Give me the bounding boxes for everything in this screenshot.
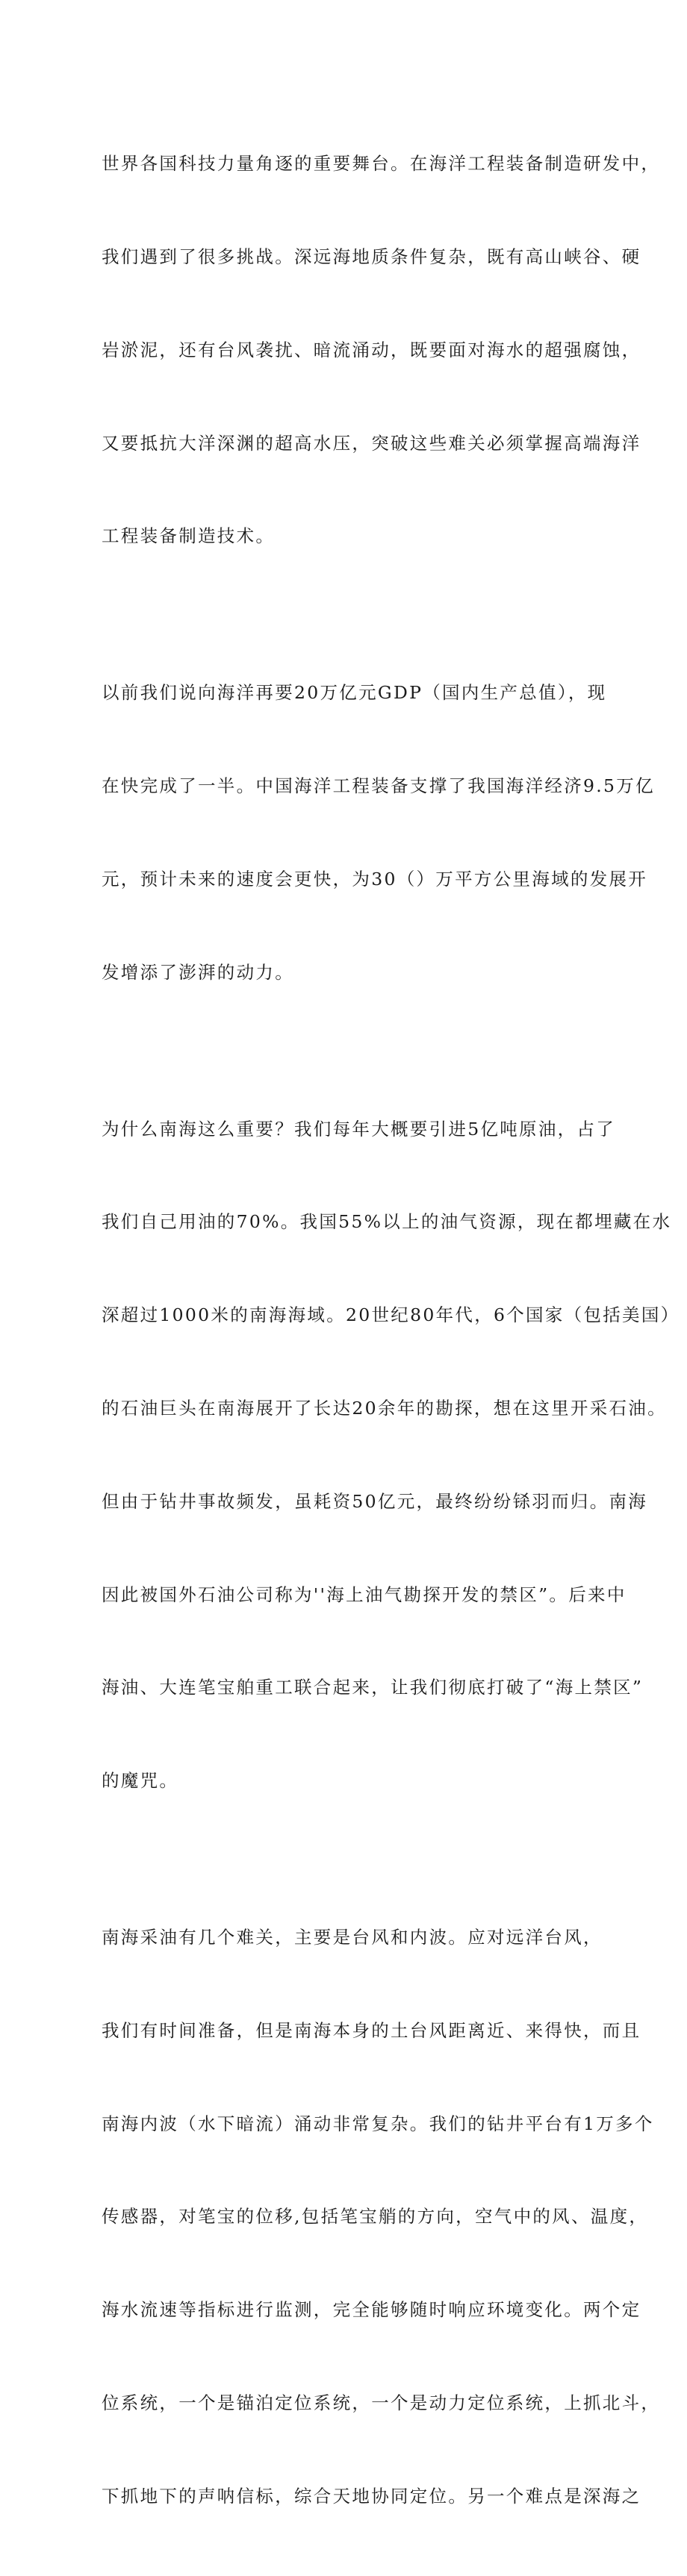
- paragraph-2: [102, 616, 655, 1050]
- paragraph-1: [102, 87, 661, 614]
- paragraph-3: [102, 1051, 680, 1858]
- text-line: 下抓地下的声呐信标，综合天地协同定位。另一个难点是深海之: [102, 2485, 641, 2507]
- text-line: 又要抵抗大洋深渊的超高水压，突破这些难关必须掌握高端海洋: [102, 432, 641, 454]
- text-line: 海油、大连笔宝舶重工联合起来，让我们彻底打破了“海上禁区”: [102, 1677, 644, 1698]
- text-line: 为什么南海这么重要？我们每年大概要引进5亿吨原油，占了: [102, 1118, 616, 1139]
- paragraph-4: [102, 1860, 661, 2575]
- text-line: 深超过1000米的南海海域。20世纪80年代，6个国家（包括美国）: [102, 1304, 680, 1326]
- text-line: 我们遇到了很多挑战。深远海地质条件复杂，既有高山峡谷、硬: [102, 246, 641, 267]
- text-line: 南海内波（水下暗流）涌动非常复杂。我们的钻井平台有1万多个: [102, 2113, 654, 2134]
- text-line: 世界各国科技力量角逐的重要舞台。在海洋工程装备制造研发中，: [102, 153, 661, 175]
- text-line: 的魔咒。: [102, 1770, 179, 1792]
- text-line: 岩淤泥，还有台风袭扰、暗流涌动，既要面对海水的超强腐蚀，: [102, 339, 641, 360]
- text-line: 我们有时间准备，但是南海本身的土台风距离近、来得快，而且: [102, 2019, 641, 2041]
- text-line: 但由于钻井事故频发，虽耗资50亿元，最终纷纷铩羽而归。南海: [102, 1490, 648, 1512]
- article-body: [102, 87, 680, 2576]
- text-line: 在快完成了一半。中国海洋工程装备支撑了我国海洋经济9.5万亿: [102, 775, 655, 797]
- text-line: 发增添了澎湃的动力。: [102, 961, 294, 983]
- text-line: 因此被国外石油公司称为''海上油气勘探开发的禁区”。后来中: [102, 1584, 627, 1605]
- text-line: 的石油巨头在南海展开了长达20余年的勘探，想在这里开采石油。: [102, 1397, 667, 1419]
- text-line: 传感器，对笔宝的位移,包括笔宝艄的方向，空气中的风、温度，: [102, 2206, 649, 2228]
- text-line: 以前我们说向海洋再要20万亿元GDP（国内生产总值），现: [102, 682, 607, 704]
- text-line: 工程装备制造技术。: [102, 525, 276, 547]
- text-line: 南海采油有几个难关，主要是台风和内波。应对远洋台风，: [102, 1927, 603, 1948]
- text-line: 位系统，一个是锚泊定位系统，一个是动力定位系统，上抓北斗，: [102, 2392, 661, 2413]
- text-line: 元，预计未来的速度会更快，为30（）万平方公里海域的发展开: [102, 868, 648, 890]
- text-line: 我们自己用油的70%。我国55%以上的油气资源，现在都埋藏在水: [102, 1211, 672, 1233]
- text-line: 海水流速等指标进行监测，完全能够随时响应环境变化。两个定: [102, 2299, 641, 2321]
